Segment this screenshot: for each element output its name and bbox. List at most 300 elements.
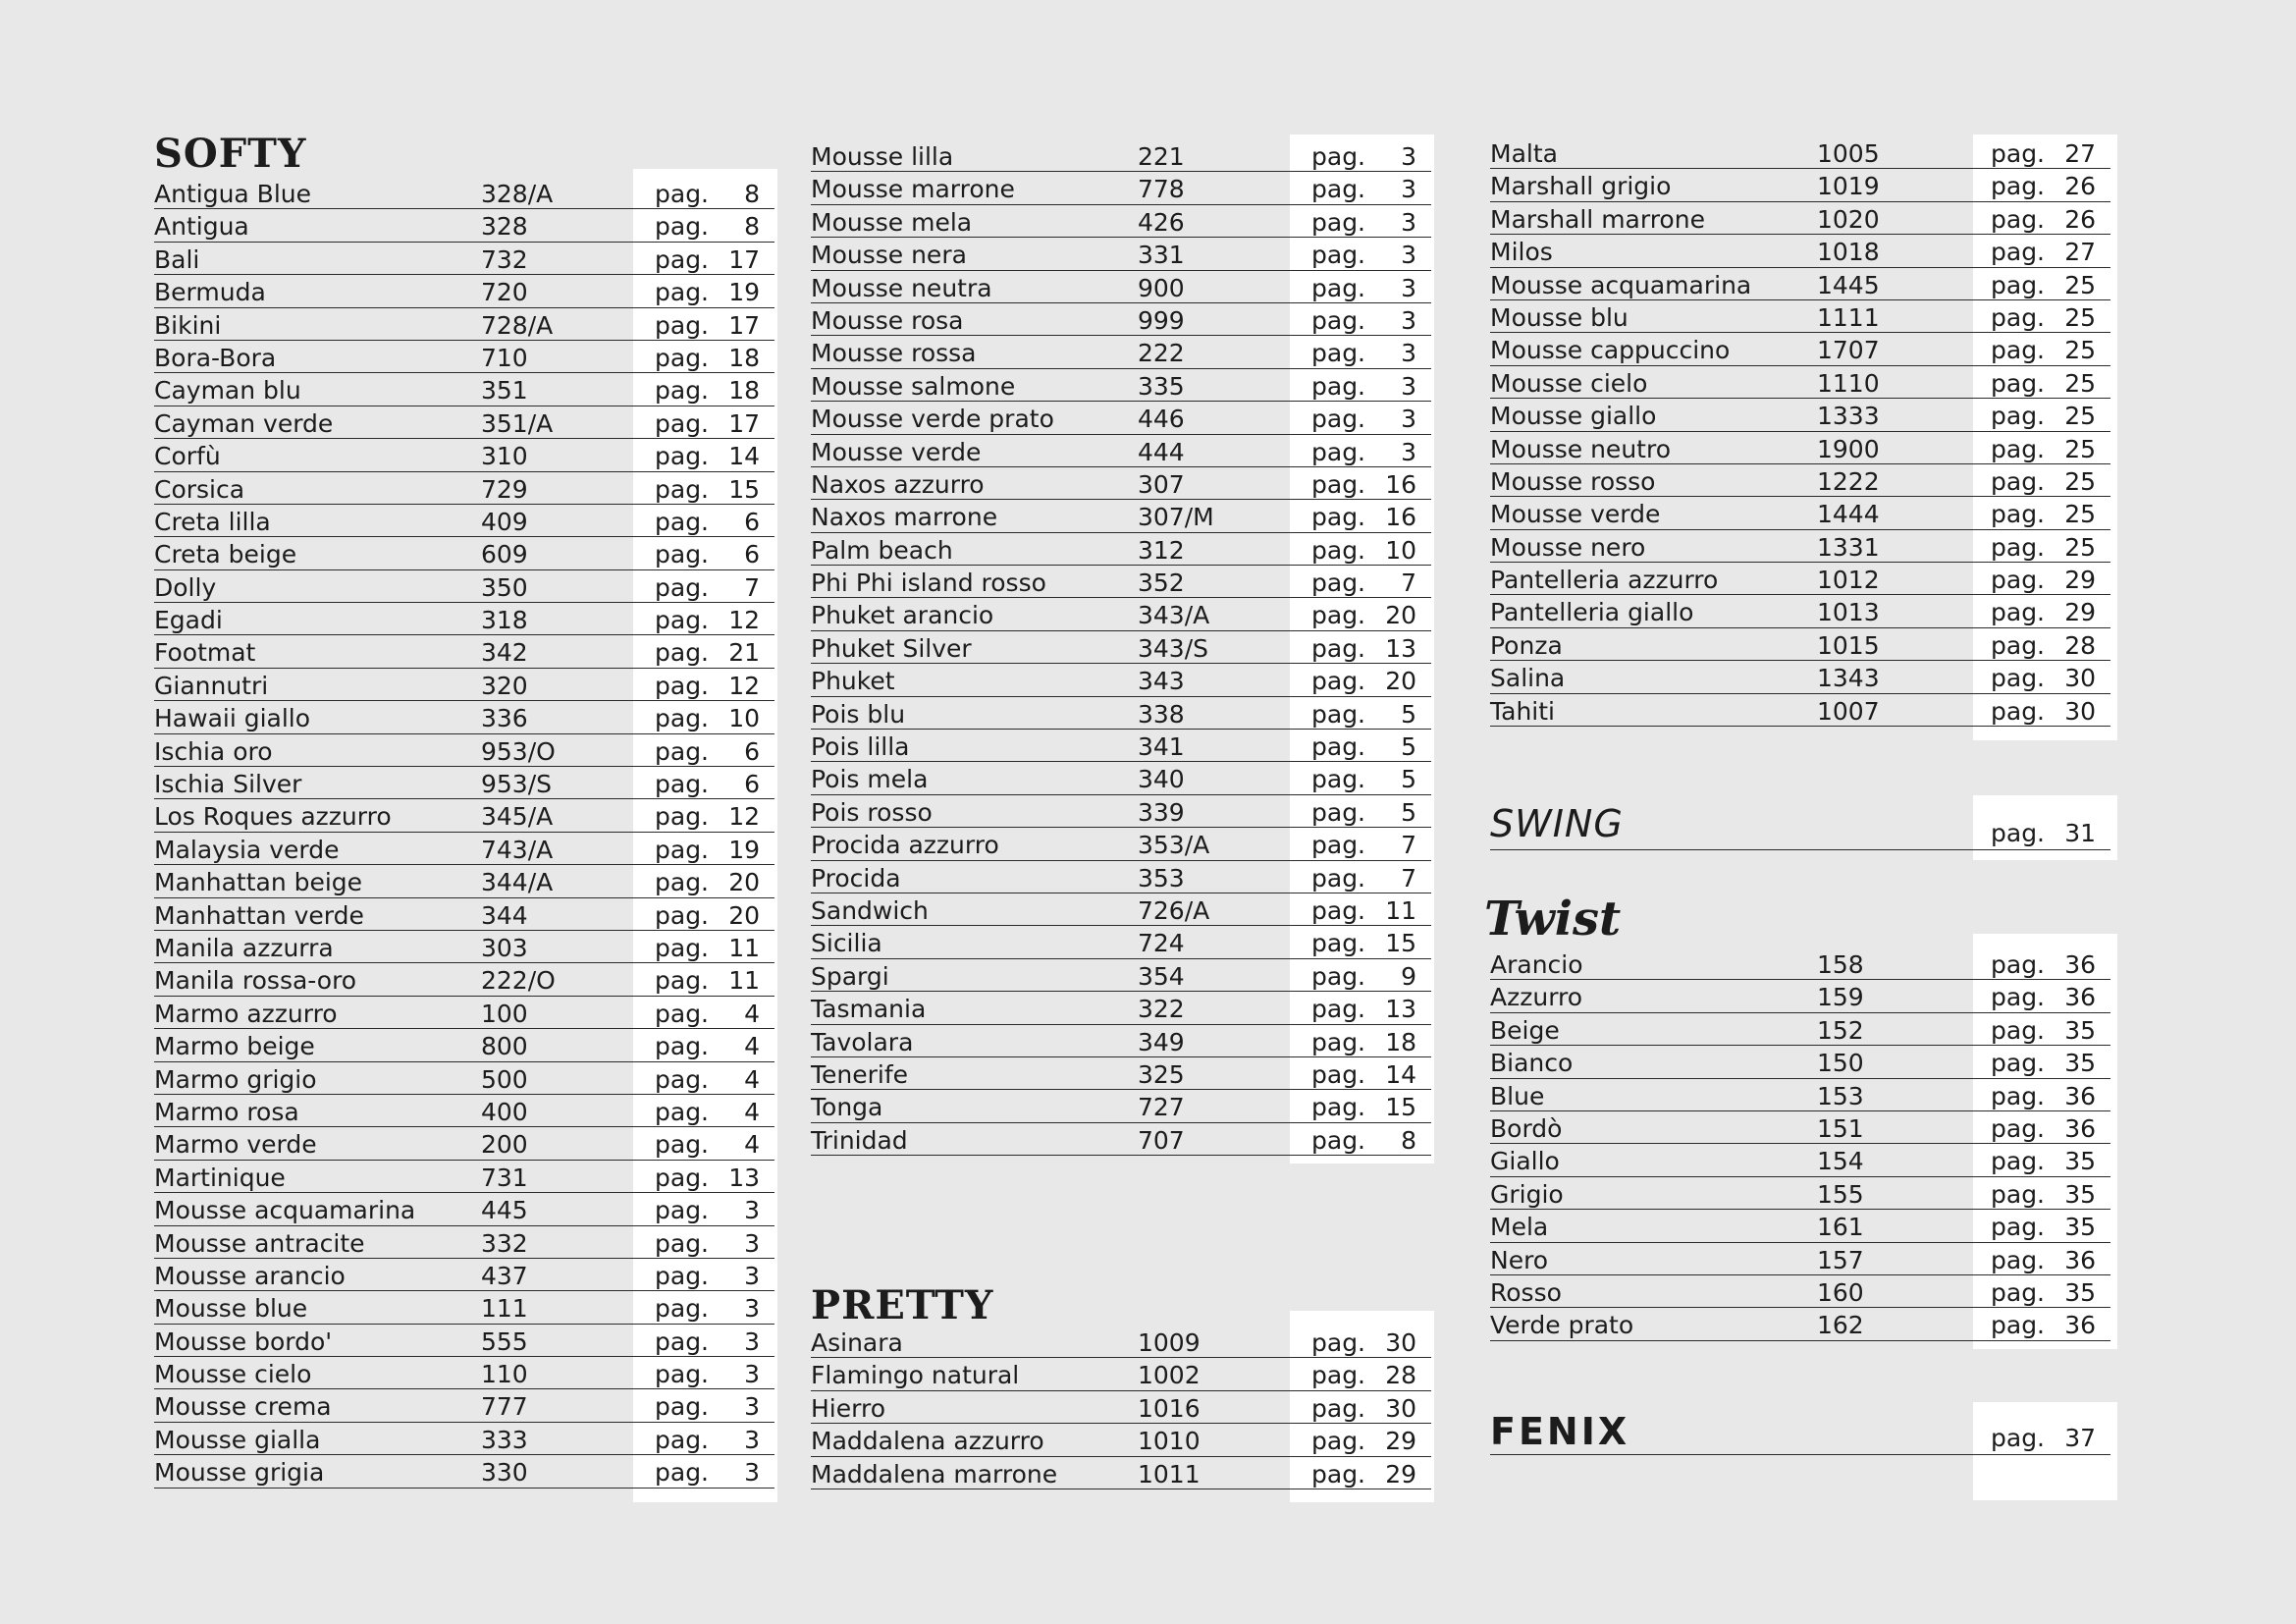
item-code: 353 xyxy=(1138,863,1185,893)
list-item xyxy=(154,1127,774,1160)
page-number: 10 xyxy=(728,704,760,733)
page-number: 11 xyxy=(728,933,760,962)
item-code: 729 xyxy=(481,474,528,504)
page-number: 10 xyxy=(1385,535,1416,565)
list-item xyxy=(154,865,774,897)
pag-label: pag. xyxy=(1991,532,2046,562)
item-name: Mousse verde prato xyxy=(811,405,1054,434)
list-item xyxy=(811,1457,1431,1489)
pag-label: pag. xyxy=(655,999,710,1028)
page-number: 15 xyxy=(1385,929,1416,958)
pag-label: pag. xyxy=(1991,1147,2046,1176)
item-code: 732 xyxy=(481,244,528,274)
item-name: Tavolara xyxy=(811,1027,914,1056)
item-code: 437 xyxy=(481,1261,528,1290)
item-code: 221 xyxy=(1138,142,1185,171)
pag-label: pag. xyxy=(1311,765,1366,794)
pag-label: pag. xyxy=(655,868,710,897)
item-name: Mousse rosso xyxy=(1490,466,1656,496)
list-item xyxy=(811,533,1431,566)
item-name: Procida xyxy=(811,863,901,893)
item-code: 161 xyxy=(1817,1213,1864,1242)
list-item xyxy=(1490,366,2110,399)
item-code: 160 xyxy=(1817,1277,1864,1307)
page-number: 15 xyxy=(728,474,760,504)
item-code: 1009 xyxy=(1138,1328,1201,1357)
list-item xyxy=(154,1455,774,1488)
item-code: 1012 xyxy=(1817,566,1880,595)
item-code: 1333 xyxy=(1817,402,1880,431)
item-code: 953/O xyxy=(481,736,556,766)
list-item xyxy=(1490,595,2110,627)
page-number: 35 xyxy=(2064,1049,2096,1078)
page-number: 11 xyxy=(1385,895,1416,925)
pag-label: pag. xyxy=(1991,1015,2046,1045)
item-name: Phuket Silver xyxy=(811,633,972,663)
item-name: Mousse cielo xyxy=(154,1360,312,1389)
item-name: Creta beige xyxy=(154,540,297,569)
item-code: 352 xyxy=(1138,568,1185,598)
item-name: Rosso xyxy=(1490,1277,1562,1307)
item-code: 153 xyxy=(1817,1081,1864,1110)
item-code: 333 xyxy=(481,1425,528,1454)
item-code: 343/A xyxy=(1138,601,1210,630)
list-item xyxy=(154,1325,774,1357)
item-code: 726/A xyxy=(1138,895,1210,925)
list-item xyxy=(154,734,774,767)
list-item xyxy=(1490,947,2110,980)
list-item xyxy=(1490,235,2110,267)
list-item xyxy=(154,767,774,799)
list-item xyxy=(154,799,774,832)
page-number: 18 xyxy=(728,376,760,406)
pag-label: pag. xyxy=(655,1064,710,1094)
item-code: 150 xyxy=(1817,1049,1864,1078)
page-number: 7 xyxy=(1401,568,1416,598)
page-number: 4 xyxy=(744,999,760,1028)
list-item xyxy=(1490,661,2110,693)
page-number: 30 xyxy=(2064,664,2096,693)
item-name: Mousse nero xyxy=(1490,532,1646,562)
pag-label: pag. xyxy=(1991,1245,2046,1274)
page-number: 36 xyxy=(2064,950,2096,979)
page-number: 7 xyxy=(1401,863,1416,893)
list-item xyxy=(1490,136,2110,169)
item-name: Pois blu xyxy=(811,699,906,729)
page-number: 3 xyxy=(744,1326,760,1356)
item-code: 353/A xyxy=(1138,831,1210,860)
item-name: Bali xyxy=(154,244,200,274)
item-name: Bikini xyxy=(154,310,222,340)
item-code: 1111 xyxy=(1817,302,1880,332)
page-number: 35 xyxy=(2064,1213,2096,1242)
item-name: Corsica xyxy=(154,474,245,504)
item-name: Marmo rosa xyxy=(154,1097,299,1126)
item-code: 1002 xyxy=(1138,1361,1201,1390)
item-code: 222/O xyxy=(481,966,556,996)
list-item xyxy=(811,1025,1431,1057)
swing-pag-label: pag. xyxy=(1991,819,2046,847)
pag-label: pag. xyxy=(655,278,710,307)
page-number: 25 xyxy=(2064,270,2096,299)
page-number: 25 xyxy=(2064,302,2096,332)
list-item xyxy=(1490,1046,2110,1078)
item-code: 155 xyxy=(1817,1179,1864,1209)
page-number: 17 xyxy=(728,310,760,340)
item-name: Mousse nera xyxy=(811,241,967,270)
page-number: 5 xyxy=(1401,765,1416,794)
swing-heading: SWING xyxy=(1490,802,1624,845)
pag-label: pag. xyxy=(1311,863,1366,893)
pag-label: pag. xyxy=(1311,1059,1366,1089)
swing-row xyxy=(1490,815,2110,850)
item-name: Marshall grigio xyxy=(1490,172,1672,201)
list-item xyxy=(811,238,1431,270)
item-code: 310 xyxy=(481,442,528,471)
item-name: Tasmania xyxy=(811,995,927,1024)
item-code: 1010 xyxy=(1138,1427,1201,1456)
item-name: Footmat xyxy=(154,638,256,668)
item-name: Beige xyxy=(1490,1015,1560,1045)
list-item xyxy=(1490,563,2110,595)
page-number: 5 xyxy=(1401,699,1416,729)
pag-label: pag. xyxy=(1991,238,2046,267)
pag-label: pag. xyxy=(1311,797,1366,827)
item-code: 151 xyxy=(1817,1113,1864,1143)
item-code: 158 xyxy=(1817,950,1864,979)
item-name: Flamingo natural xyxy=(811,1361,1020,1390)
item-code: 743/A xyxy=(481,835,554,864)
list-item xyxy=(154,1423,774,1455)
list-item xyxy=(154,1389,774,1422)
item-code: 350 xyxy=(481,572,528,602)
page-number: 3 xyxy=(1401,175,1416,204)
item-name: Mousse blu xyxy=(1490,302,1629,332)
item-name: Martinique xyxy=(154,1163,286,1192)
item-name: Hierro xyxy=(811,1393,885,1423)
pag-label: pag. xyxy=(1311,1427,1366,1456)
page-number: 4 xyxy=(744,1130,760,1160)
pag-label: pag. xyxy=(1311,207,1366,237)
item-name: Mousse crema xyxy=(154,1392,332,1422)
pag-label: pag. xyxy=(1991,1311,2046,1340)
pag-label: pag. xyxy=(1311,305,1366,335)
pag-label: pag. xyxy=(655,180,710,208)
list-item xyxy=(154,635,774,668)
page-number: 19 xyxy=(728,835,760,864)
pag-label: pag. xyxy=(655,1392,710,1422)
pag-label: pag. xyxy=(1991,434,2046,463)
page-number: 3 xyxy=(744,1360,760,1389)
item-name: Salina xyxy=(1490,664,1566,693)
item-name: Verde prato xyxy=(1490,1311,1634,1340)
pretty-list xyxy=(811,1326,1431,1489)
item-code: 159 xyxy=(1817,983,1864,1012)
list-item xyxy=(154,1291,774,1324)
item-code: 500 xyxy=(481,1064,528,1094)
page-number: 3 xyxy=(1401,207,1416,237)
page-number: 8 xyxy=(1401,1125,1416,1155)
list-item xyxy=(811,959,1431,992)
item-code: 340 xyxy=(1138,765,1185,794)
item-name: Manila azzurra xyxy=(154,933,334,962)
list-item xyxy=(811,861,1431,893)
item-name: Mousse gialla xyxy=(154,1425,321,1454)
page-number: 3 xyxy=(744,1228,760,1258)
pag-label: pag. xyxy=(655,704,710,733)
list-item xyxy=(154,603,774,635)
item-code: 332 xyxy=(481,1228,528,1258)
item-code: 777 xyxy=(481,1392,528,1422)
item-name: Sandwich xyxy=(811,895,929,925)
list-item xyxy=(154,1357,774,1389)
pag-label: pag. xyxy=(1991,696,2046,726)
list-item xyxy=(811,467,1431,500)
list-item xyxy=(154,931,774,963)
pag-label: pag. xyxy=(1311,961,1366,991)
item-name: Bianco xyxy=(1490,1049,1574,1078)
pag-label: pag. xyxy=(655,442,710,471)
list-item xyxy=(1490,1079,2110,1111)
pag-label: pag. xyxy=(655,1163,710,1192)
pag-label: pag. xyxy=(655,1032,710,1061)
page-number: 15 xyxy=(1385,1093,1416,1122)
list-item xyxy=(154,537,774,569)
page-number: 12 xyxy=(728,606,760,635)
item-name: Milos xyxy=(1490,238,1553,267)
list-item xyxy=(1490,1210,2110,1242)
item-name: Nero xyxy=(1490,1245,1549,1274)
pag-label: pag. xyxy=(655,1425,710,1454)
item-name: Pois lilla xyxy=(811,732,910,762)
page-number: 35 xyxy=(2064,1277,2096,1307)
page-number: 3 xyxy=(1401,273,1416,302)
item-name: Ischia Silver xyxy=(154,770,302,799)
item-code: 727 xyxy=(1138,1093,1185,1122)
list-item xyxy=(811,1391,1431,1424)
page-number: 3 xyxy=(744,1392,760,1422)
page-number: 20 xyxy=(728,900,760,930)
list-item xyxy=(811,336,1431,368)
page-number: 25 xyxy=(2064,336,2096,365)
item-name: Pois mela xyxy=(811,765,929,794)
list-item xyxy=(154,505,774,537)
page-number: 27 xyxy=(2064,238,2096,267)
list-item xyxy=(1490,628,2110,661)
item-code: 325 xyxy=(1138,1059,1185,1089)
item-name: Phuket arancio xyxy=(811,601,994,630)
item-name: Tonga xyxy=(811,1093,883,1122)
item-code: 343/S xyxy=(1138,633,1209,663)
item-code: 312 xyxy=(1138,535,1185,565)
page-number: 18 xyxy=(1385,1027,1416,1056)
item-name: Mousse grigia xyxy=(154,1458,325,1488)
page-number: 3 xyxy=(744,1196,760,1225)
list-item xyxy=(154,669,774,701)
page-number: 20 xyxy=(1385,601,1416,630)
item-name: Mousse mela xyxy=(811,207,973,237)
pag-label: pag. xyxy=(1991,302,2046,332)
pag-label: pag. xyxy=(655,212,710,242)
page-number: 16 xyxy=(1385,503,1416,532)
page-number: 25 xyxy=(2064,402,2096,431)
pag-label: pag. xyxy=(1311,437,1366,466)
pag-label: pag. xyxy=(1311,1328,1366,1357)
item-code: 341 xyxy=(1138,732,1185,762)
item-code: 351/A xyxy=(481,408,554,438)
list-item xyxy=(154,1062,774,1095)
item-name: Manila rossa-oro xyxy=(154,966,357,996)
list-item xyxy=(154,1095,774,1127)
list-item xyxy=(154,243,774,275)
pag-label: pag. xyxy=(655,376,710,406)
item-name: Cayman blu xyxy=(154,376,301,406)
item-code: 335 xyxy=(1138,371,1185,401)
list-item xyxy=(154,963,774,996)
page-number: 7 xyxy=(744,572,760,602)
pag-label: pag. xyxy=(1991,336,2046,365)
item-code: 328 xyxy=(481,212,528,242)
list-item xyxy=(811,730,1431,762)
item-name: Blue xyxy=(1490,1081,1545,1110)
item-name: Ischia oro xyxy=(154,736,273,766)
list-item xyxy=(811,926,1431,958)
pag-label: pag. xyxy=(655,606,710,635)
list-item xyxy=(154,308,774,341)
pag-label: pag. xyxy=(1311,469,1366,499)
item-name: Marmo beige xyxy=(154,1032,315,1061)
pag-label: pag. xyxy=(655,572,710,602)
list-item xyxy=(154,1226,774,1259)
pag-label: pag. xyxy=(1991,466,2046,496)
page-number: 6 xyxy=(744,507,760,536)
item-name: Antigua Blue xyxy=(154,180,311,208)
list-item xyxy=(1490,1243,2110,1275)
item-name: Cayman verde xyxy=(154,408,334,438)
list-item xyxy=(811,1123,1431,1156)
fenix-logo: FENIX xyxy=(1490,1410,1630,1453)
pag-label: pag. xyxy=(1991,1179,2046,1209)
item-code: 100 xyxy=(481,999,528,1028)
pag-label: pag. xyxy=(655,343,710,372)
item-code: 1015 xyxy=(1817,630,1880,660)
item-name: Tahiti xyxy=(1490,696,1555,726)
item-name: Marshall marrone xyxy=(1490,204,1705,234)
item-name: Mousse bordo' xyxy=(154,1326,333,1356)
page-number: 35 xyxy=(2064,1179,2096,1209)
item-code: 444 xyxy=(1138,437,1185,466)
item-code: 1900 xyxy=(1817,434,1880,463)
item-code: 724 xyxy=(1138,929,1185,958)
item-name: Mousse lilla xyxy=(811,142,954,171)
page-number: 13 xyxy=(728,1163,760,1192)
item-name: Corfù xyxy=(154,442,221,471)
item-name: Palm beach xyxy=(811,535,953,565)
page-number: 30 xyxy=(1385,1393,1416,1423)
item-code: 354 xyxy=(1138,961,1185,991)
page-number: 7 xyxy=(1401,831,1416,860)
pag-label: pag. xyxy=(1991,500,2046,529)
list-item xyxy=(811,566,1431,598)
item-code: 400 xyxy=(481,1097,528,1126)
page-number: 8 xyxy=(744,180,760,208)
list-item xyxy=(154,406,774,439)
page-number: 28 xyxy=(1385,1361,1416,1390)
page-number: 11 xyxy=(728,966,760,996)
item-name: Naxos marrone xyxy=(811,503,998,532)
list-item xyxy=(1490,497,2110,529)
list-item xyxy=(1490,333,2110,365)
pag-label: pag. xyxy=(655,770,710,799)
pag-label: pag. xyxy=(1991,664,2046,693)
item-code: 307 xyxy=(1138,469,1185,499)
item-name: Marmo azzurro xyxy=(154,999,338,1028)
item-code: 1707 xyxy=(1817,336,1880,365)
list-item xyxy=(811,369,1431,402)
page-number: 3 xyxy=(1401,305,1416,335)
pag-label: pag. xyxy=(655,474,710,504)
list-item xyxy=(811,139,1431,172)
item-name: Creta lilla xyxy=(154,507,271,536)
pag-label: pag. xyxy=(1311,1393,1366,1423)
pag-label: pag. xyxy=(1311,1361,1366,1390)
pag-label: pag. xyxy=(1991,1081,2046,1110)
pag-label: pag. xyxy=(1311,667,1366,696)
softy-list-continued xyxy=(811,139,1431,1156)
item-name: Mousse neutro xyxy=(1490,434,1671,463)
list-item xyxy=(1490,399,2110,431)
item-name: Antigua xyxy=(154,212,249,242)
page-number: 5 xyxy=(1401,797,1416,827)
pag-label: pag. xyxy=(1311,929,1366,958)
pag-label: pag. xyxy=(1991,1049,2046,1078)
item-name: Asinara xyxy=(811,1328,903,1357)
item-code: 339 xyxy=(1138,797,1185,827)
item-code: 778 xyxy=(1138,175,1185,204)
list-item xyxy=(1490,1111,2110,1144)
pag-label: pag. xyxy=(1311,1125,1366,1155)
item-code: 345/A xyxy=(481,802,554,832)
list-item xyxy=(811,762,1431,794)
pag-label: pag. xyxy=(1311,895,1366,925)
pag-label: pag. xyxy=(655,671,710,700)
page-number: 13 xyxy=(1385,995,1416,1024)
item-name: Dolly xyxy=(154,572,217,602)
item-code: 320 xyxy=(481,671,528,700)
item-code: 710 xyxy=(481,343,528,372)
item-code: 720 xyxy=(481,278,528,307)
item-name: Pois rosso xyxy=(811,797,933,827)
page-number: 29 xyxy=(1385,1427,1416,1456)
list-item xyxy=(154,997,774,1029)
pag-label: pag. xyxy=(1311,1027,1366,1056)
item-name: Trinidad xyxy=(811,1125,908,1155)
list-item xyxy=(154,373,774,406)
item-code: 1445 xyxy=(1817,270,1880,299)
pag-label: pag. xyxy=(1991,1213,2046,1242)
page-number: 29 xyxy=(2064,598,2096,627)
softy-heading: SOFTY xyxy=(154,131,307,177)
pag-label: pag. xyxy=(655,966,710,996)
list-item xyxy=(154,701,774,733)
item-code: 609 xyxy=(481,540,528,569)
pag-label: pag. xyxy=(655,1360,710,1389)
pag-label: pag. xyxy=(1991,1277,2046,1307)
list-item xyxy=(1490,980,2110,1012)
page-number: 20 xyxy=(728,868,760,897)
list-item xyxy=(1490,268,2110,300)
page-number: 36 xyxy=(2064,983,2096,1012)
